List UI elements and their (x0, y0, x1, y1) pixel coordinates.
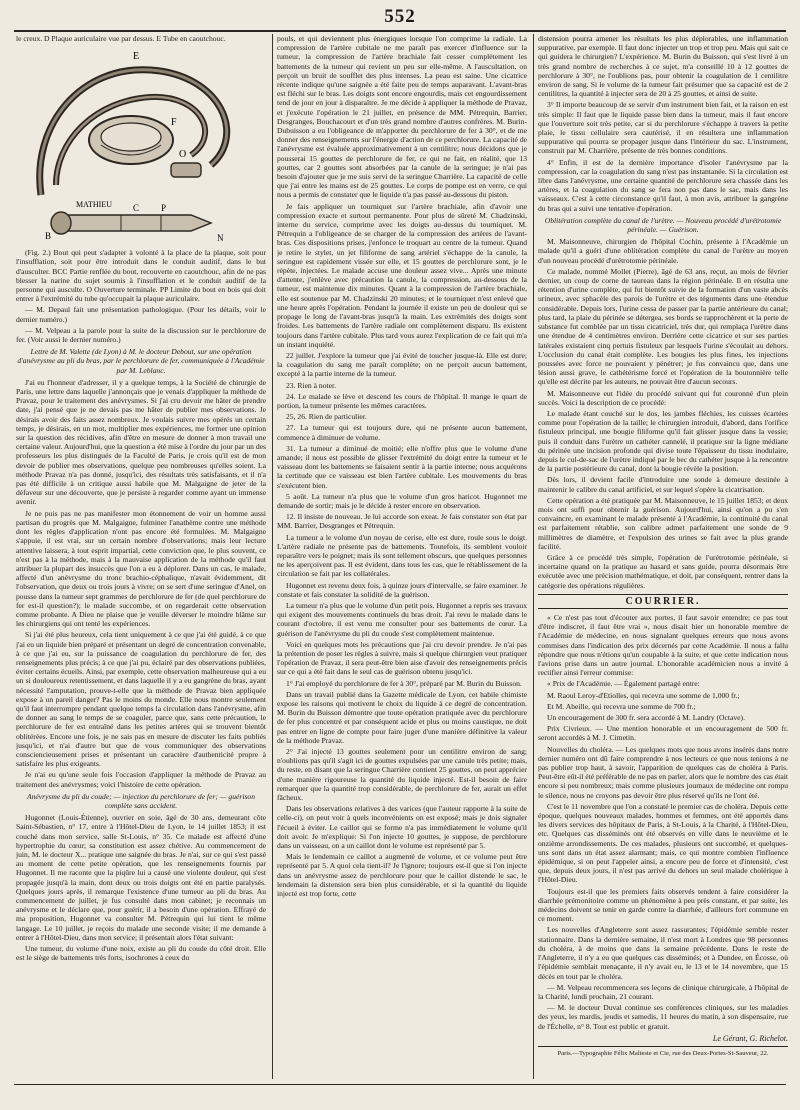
figure-label-f: F (171, 117, 177, 129)
paragraph: 25, 26. Rien de particulier. (286, 412, 367, 422)
column-2 (277, 34, 527, 1079)
paragraph: Je n'ai eu qu'une seule fois l'occasion d'appliquer la méthode de Pravaz au traitement des anévrysmes; voici l'histoire de cette opération. (16, 770, 266, 789)
figure-label-c: C (133, 203, 140, 214)
observation-heading: Anévrysme du pli du coude; — injection du perchlorure de fer; — guérison complète sans accident. (26, 791, 256, 810)
paragraph: 5 août. La tumeur n'a plus que le volume d'un gros haricot. Hugonnet me demande de sortir; mais je le décide à rester encore en observation. (277, 491, 527, 510)
paragraph: 12. Il insiste de nouveau. Je lui accorde son exeat. Je fais constater son état par MM. Barrier, Desgranges et Pétrequin. (277, 512, 527, 531)
paragraph: Ce malade, nommé Mollet (Pierre), âgé de 63 ans, reçut, au mois de février dernier, un coup de corne de taureau dans la région périnéale. Il en résulta une rétention d'urine complète, qui fut bientôt suivie de la formation d'un vaste abcès urineux, avec sphacèle des parois de l'urètre et des téguments dans une étendue considérable. Depuis lors, l'urine cessa de passer par la partie antérieure du canal; plus tard, la plaie du périnée se détergea, ses bords se rapprochèrent et la perte de substance fut comblée par un tissu cicatriciel, très dur, qui remplaça l'urètre dans une étendue de 4 centimètres environ. Derrière cette cicatrice et sur ses parties latérales existaient cinq pertuis fistuleux par lesquels l'urine s'écoulait au dehors. L'occlusion du canal était complète. Les bougies les plus fines, les injections poussées avec force ne pouvaient y pénétrer; je fus convaincu que, dans une lésion aussi grave, le cathétérisme forcé et l'opération de la boutonnière telle qu'elle est décrite par les auteurs, ne pouvait être d'aucun secours. (538, 266, 788, 387)
paragraph: Hugonnet (Louis-Étienne), ouvrier en soie, âgé de 30 ans, demeurant côte Saint-Sébastien, n° 17, entre à l'Hôtel-Dieu de Lyon, le 14 juillet 1853; il est couché dans mon service, salle St-Louis, n° 35. Ce malade est affecté d'une hypertrophie du cœur; sa constitution est assez chétive. Au commencement de juin, M. le docteur X... pratique une saignée du bras. Je n'ai, sur ce qui s'est passé au moment de cette petite opération, que les renseignements fournis par Hugonnet. Il me raconte que la piqûre lui a causé une violente douleur, qui s'est propagée jusqu'à la main, dont deux ou trois doigts ont été en partie paralysés. Quelques jours après, il remarque l'existence d'une tumeur au pli du bras. Au commencement de juillet, je fus consulté dans mon cabinet; je reconnais un anévrysme et le déclare que, pour guérir, il a besoin d'une opération. Effrayé de ma proposition, Hugonnet va consulter M. Pétrequin qui lui tient le même langage. Le 10 juillet, je reçois du malade une seconde visite; il me demande à entrer à l'Hôtel-Dieu, dans mon service; il présentait alors l'état suivant: (16, 813, 266, 942)
figure-maker-mark: MATHIEU (76, 200, 112, 210)
figure-label-p: P (161, 203, 167, 214)
paragraph: 4° Enfin, il est de la dernière importance d'isoler l'anévrysme par la compression, car la coagulation du sang n'est pas instantanée. Si la circulation est libre dans l'anévrysme, une certaine quantité de perchlorure sera chassée dans les artères, et la coagulation du sang se fera non pas dans le sac, mais dans les vaisseaux. C'est à cette circonstance qu'il faut, à mon avis, attribuer la gangrène du bras qui a suivi une tentative d'opération. (538, 157, 788, 213)
figure-label-b: B (45, 231, 52, 242)
paragraph: — M. Velpeau a la parole pour la suite de la discussion sur le perchlorure de fer. (Voir aussi le dernier numéro.) (16, 325, 266, 345)
paragraph: Je ne puis pas ne pas manifester mon étonnement de voir un homme aussi partisan du progrès que M. Malgaigne, fulminer l'anathème contre une méthode dont les règles d'application n'ont pas encore été formulées. M. Malgaigne s'appuie, il est vrai, sur un certain nombre d'observations; mais leur lecture attentive laissera, à tout esprit impartial, cette conviction que, le plus souvent, ce n'est pas à la méthode, mais à la mauvaise application de la méthode qu'il faut attribuer la plupart des insuccès que l'on a eu à déplorer. Dans un cas, le malade, affecté d'un anévrysme du tronc brachio-céphalique, n'avait évidemment, dit l'observation, que deux ou trois jours à vivre; on se sert d'une seringue d'Anel, on pousse dans la tumeur sept grammes de perchlorure de fer (de quel perchlorure de fer est-il question?); le malade succombe, et on regarderait cette observation comme probante. A Dieu ne plaise que je veuille déverser le moindre blâme sur les chirurgiens qui ont tenté les expériences. (16, 508, 266, 629)
printer-imprint: Paris.—Typographie Félix Malteste et Cie, rue des Deux-Portes-St-Sauveur, 22. (538, 1046, 788, 1058)
paragraph: Une tumeur, du volume d'une noix, existe au pli du coude du côté droit. Elle est le siège de battements très forts, isochrones à ceux du (16, 944, 266, 963)
paragraph: 2° J'ai injecté 13 gouttes seulement pour un centilitre environ de sang; n'oublions pas qu'il s'agit ici de gouttes expulsées par une canule très petite; mais, du reste, en disant que la seringue Charrière contient 25 gouttes, on peut apprécier d'une manière rigoureuse la quantité du liquide injecté. Est-il besoin de faire remarquer que la quantité trop considérable, de perchlorure de fer, aurait un effet fâcheux. (277, 747, 527, 803)
paragraph: « Prix de l'Académie. — Également partagé entre: (547, 679, 700, 689)
paragraph: 1° J'ai employé du perchlorure de fer à 30°, préparé par M. Burin du Buisson. (286, 678, 522, 688)
paragraph: « Ce n'est pas tout d'écouter aux portes, il faut savoir entendre; ce pas tout d'être indiscret, il faut être vrai », nous disait hier un honorable membre de l'Académie de médecine, en nous signalant quelques erreurs que nous avons commises dans l'indication des prix décernés par cette Académie. Il nous a fallu répondre que nous n'étions qu'un coupable à la suite, et que cette indication nous l'avions prise dans un autre journal. L'honorable académicien nous a invité à rectifier ainsi l'erreur commise: (538, 612, 788, 678)
paragraph: 23. Rien à noter. (286, 380, 336, 390)
paragraph: 31. La tumeur a diminué de moitié; elle n'offre plus que le volume d'une amande; il nous est possible de glisser l'extrémité du doigt entre la tumeur et le vaisseau dont les battements se faisaient sentir à la partie interne; nous acquérons la certitude que ce vaisseau est bien l'artère cubitale. Les mouvements du bras s'exécutent bien. (277, 443, 527, 490)
paragraph: Si j'ai été plus heureux, cela tient uniquement à ce que j'ai été guidé, à ce que j'ai eu un liquide bien préparé et présentant un degré de concentration convenable, à ce que j'ai eu, sur la puissance de coagulation du perchlorure de fer, des renseignements plus précis; à ce que j'ai pu, éclairé par des observations publiées, éviter certains écueils. Ainsi, par exemple, cette observation malheureuse qui a eu un si douloureux retentissement, et dans laquelle il y a eu gangrène du bras, ayant nécessité l'amputation, prouve-t-elle que la méthode de Pravaz bien appliquée expose à un pareil danger? Pas le moins du monde. Elle nous montre seulement qu'il faut interrompre pendant quelque temps la circulation dans l'anévrysme, afin de donner au sang le temps de se coaguler, parce que, sans cette précaution, le perchlorure de fer est entraîné dans les petites artères qui se trouvent bientôt oblitérées. Encore une fois, je ne sais pas en mesure de discuter les faits publiés jusqu'ici, et n'ai d'autre but que de vous communiquer des observations consciencieusement prises et présentant un caractère d'authenticité propre à satisfaire les plus exigeants. (16, 630, 266, 769)
figure-caption: (Fig. 2.) Bout qui peut s'adapter à volonté à la place de la plaque, soit pour l'insufflation, soit pour être introduit dans le conduit auditif, dans le but d'ausculter. BCC Partie renflée du bout, recouverte en caoutchouc, afin de ne pas blesser la narine du sujet soumis à l'insufflation et le conduit auditif de la personne qui ausculte. O Ouverture terminale. PP Limite du bout en bois qui doit entrer à l'extrémité du tube qu'occupait la plaque auriculaire. (16, 248, 266, 304)
paragraph: 3° Il importe beaucoup de se servir d'un instrument bien fait, et la raison en est très simple: Il faut que le liquide passe bien dans la tumeur, mais il faut encore que l'ouverture soit très petite, car si du perchlorure s'échappe à travers la petite plaie, le tissu cellulaire sera cautérisé, il en résultera une inflammation suppurative qui pourra se propager jusque dans l'intérieur du sac. L'instrument, construit par M. Charrière, présente de très bonnes conditions. (538, 100, 788, 156)
paragraph: Le malade étant couché sur le dos, les jambes fléchies, les cuisses écartées comme pour l'opération de la taille; le chirurgien introduit, d'abord, dans l'orifice fistuleux principal, une bougie filiforme qu'il fait glisser jusque dans la vessie; puis il conduit dans l'urètre un cathéter cannelé, il pratique sur la ligne médiane du périnée une incision profonde qui divise toute l'épaisseur du tissu inodulaire, depuis le cul-de-sac de l'urètre indiqué par le bec du cathéter jusque à la rencontre de la partie postérieure du canal, dont la bougie révèle la position. (538, 408, 788, 474)
paragraph: pouls, et qui deviennent plus énergiques lorsque l'on comprime la radiale. La compression de l'artère cubitale ne me paraît pas exercer d'influence sur la tumeur, la compression de l'artère brachiale fait cesser complètement les battements de la tumeur qui revient un peu sur elle-même. A l'auscultation, on perçoit un bruit de soufflet des plus intenses. La peau est saine. Une cicatrice récente indique qu'une saignée a été faite peu de temps auparavant. L'avant-bras est fléchi sur le bras. Les doigts sont encore engourdis, mais cet engourdissement tend de jour en jour à disparaître. Je me décide à appliquer la méthode de Pravaz, et j'exécute l'opération le 21 juillet, en présence de MM. Pétrequin, Barrier, Desgranges, Bouchacourt et d'un très grand nombre d'autres confrères. M. Burin-Dubuisson a eu l'obligeance de m'apporter du perchlorure de fer à 30°, et de me donner des renseignements sur l'énergie d'action de ce perchlorure. La capacité de l'anévrysme est évaluée approximativement à un centilitre; nous décidons que je pousserai 15 gouttes de perchlorure de fer, ce qui ne fait, en réalité, que 13 gouttes, car 2 gouttes sont absorbées par la canule de la seringue; je n'ai pas besoin d'ajouter que je me suis servi de la seringue Charrière. La capacité de celle que j'ai entre les mains est de 25 gouttes. Le corps de pompe est en verre, ce qui nous a permis de constater que le liquide n'a pas passé au-dessous du piston. (277, 34, 527, 200)
paragraph: 22 juillet. J'explore la tumeur que j'ai évité de toucher jusque-là. Elle est dure; la coagulation du sang me paraît complète; on ne perçoit aucun battement, excepté à la partie interne de la tumeur. (277, 350, 527, 379)
figure-legend-top: le creux. D Plaque auriculaire vue par dessus. E Tube en caoutchouc. (16, 34, 226, 43)
paragraph: Mais le lendemain ce caillot a augmenté de volume, et ce volume peut être représenté par 5. A quoi cela tient-il? Je l'ignore; toujours est-il que si l'on injecte dans un anévrysme assez de perchlorure pour que le caillot distende le sac, le lendemain la distension sera bien plus considérable, et si la quantité du liquide injecté est trop forte, cette (277, 852, 527, 899)
paragraph: C'est le 11 novembre que l'on a constaté le premier cas de choléra. Depuis cette époque, quelques nouveaux malades, hommes et femmes, ont été apportés dans les divers services des hôpitaux de Paris, à St-Louis, à la Charité, à l'Hôtel-Dieu, etc. Quelques cas disséminés ont été observés en ville dans le neuvième et le onzième arrondissements. De ces malades, plusieurs ont succombé, et quelques-uns sont dans un état assez alarmant; mais, ce qui montre combien l'influence épidémique, si on peut l'appeler ainsi, a encore peu de force et d'intensité, c'est que, depuis deux jours, il n'est pas arrivé du dehors un seul malade cholérique à l'Hôtel-Dieu. (538, 801, 788, 885)
paragraph: M. Maisonneuve eut l'idée du procédé suivant qui fut couronné d'un plein succès. Voici la description de ce procédé: (538, 388, 788, 407)
paragraph: — M. le docteur Duval continue ses conférences cliniques, sur les maladies des yeux, les mardis, jeudis et samedis, 11 heures du matin, à son dispensaire, rue de l'Échelle, n° 8. Tout est public et gratuit. (538, 1003, 788, 1031)
urethra-heading: Oblitération complète du canal de l'urètre. — Nouveau procédé d'urétrotomie périnéale. — Guérison. (544, 215, 782, 235)
paragraph: 24. Le malade se lève et descend les cours de l'hôpital. Il mange le quart de portion, la tumeur présente les mêmes caractères. (277, 391, 527, 410)
editor-signature: Le Gérant, G. Richelot. (712, 1033, 788, 1043)
header-rule (14, 30, 786, 32)
figure-label-o: O (179, 149, 187, 161)
paragraph: M. Maisonneuve, chirurgien de l'hôpital Cochin, présente à l'Académie un malade qu'il a guéri d'une oblitération complète du canal de l'urètre au moyen d'un nouveau procédé d'urétrotomie périnéale. (538, 237, 788, 265)
figure-label-n: N (217, 233, 224, 244)
column-1 (16, 34, 266, 1079)
paragraph: distension pourra amener les résultats les plus déplorables, une inflammation suppurative, par exemple. Il faut donc injecter un trop et trop peu. Mais qui sait ce qui guidera le chirurgien? L'expérience. M. Burin du Buisson, qui s'est livré à un très grand nombre de recherches à ce sujet, m'a conseillé 10 à 12 gouttes de perchlorure à 30°, ne l'oublions pas, pour obtenir la coagulation de 1 centilitre environ de sang. Si le volume de la tumeur fait présumer que sa capacité est de 2 centilitres, la quantité à injecter sera de 20 à 25 gouttes, et ainsi de suite. (538, 34, 788, 99)
column-divider (272, 34, 273, 1079)
paragraph: Dès lors, il devient facile d'introduire une sonde à demeure destinée à maintenir le calibre du canal artificiel, et sur lequel s'opère la cicatrisation. (538, 475, 788, 494)
paragraph: Toujours est-il que les premiers faits observés tendent à faire considérer la diarrhée prémonitoire comme un phénomène à peu près constant, et par suite, les médecins doivent se tenir en garde contre la diarrhée, d'ailleurs fort commune en ce moment. (538, 886, 788, 924)
column-divider (533, 34, 534, 1079)
paragraph: Grâce à ce procédé très simple, l'opération de l'urétrotomie périnéale, si incertaine quand on la pratique au hasard et sans guide, pourra désormais être exécutée avec une précision mathématique, et doit, par conséquent, rentrer dans la catégorie des opérations régulières. (538, 552, 788, 590)
stethoscope-figure (21, 45, 261, 245)
paragraph: Hugonnet est revenu deux fois, à quinze jours d'intervalle, se faire examiner. Je constate et fais constater la solidité de la guérison. (277, 580, 527, 599)
paragraph: Un encouragement de 300 fr. sera accordé à M. Landry (Octave). (547, 713, 745, 723)
paragraph: La tumeur n'a plus que le volume d'un petit pois. Hugonnet a repris ses travaux qui exigent des mouvements continuels du bras droit. J'ai revu le malade dans le courant d'octobre, il est venu me consulter pour ses battements de cœur. La guérison de l'anévrysme du pli du coude s'est complètement maintenue. (277, 600, 527, 638)
paragraph: — M. Depaul fait une présentation pathologique. (Pour les détails, voir le dernier numéro.) (16, 305, 266, 324)
paragraph: 27. La tumeur qui est toujours dure, qui ne présente aucun battement, commence à diminuer de volume. (277, 423, 527, 442)
paragraph: Prix Civrieux. — Une mention honorable et un encouragement de 500 fr. seront accordés à M. J. Cimetin. (538, 724, 788, 743)
paragraph: J'ai eu l'honneur d'adresser, il y a quelque temps, à la Société de chirurgie de Paris, une lettre dans laquelle j'annonçais que je venais d'appliquer la méthode de Pravaz, pour le traitement des anévrysmes. Si j'ai cru devoir me hâter de prendre date, j'ai pensé que je ne devais pas me hâter de publier mes observations. Je désirais avoir des faits assez nombreux. Je voulais suivre mes opérés un certain temps, je désirais, en un mot, multiplier mes expériences, me former une opinion sur la question des récidives, afin d'être en mesure de donner à mon travail une certaine valeur. Aujourd'hui, que la question a été mise à l'ordre du jour par un des professeurs les plus distingués de la Faculté de Paris, je crois qu'il est de mon devoir de publier mes observations, quelque peu nombreuses qu'elles soient. La méthode Pravaz n'a pas donné, jusqu'ici, des résultats très satisfaisants, et il n'a pas été difficile à un critique aussi habile que M. Malgaigne de jeter de la défaveur sur une découverte, que je persiste à regarder comme ayant un immense avenir. (16, 377, 266, 507)
paragraph: Et M. Abeille, qui recevra une somme de 700 fr.; (547, 701, 696, 711)
page-number: 552 (384, 6, 416, 27)
column-3 (538, 34, 788, 1079)
paragraph: Voici en quelques mots les précautions que j'ai cru devoir prendre. Je n'ai pas la prétention de poser les règles à suivre, mais si quelque chirurgien veut pratiquer l'opération de Pravaz, il sera peut-être bien aise d'avoir des renseignements précis sur ce qui a été fait dans le seul cas de guérison obtenu jusqu'ici. (277, 639, 527, 677)
paragraph: — M. Velpeau recommencera ses leçons de clinique chirurgicale, à l'hôpital de la Charité, lundi prochain, 21 courant. (538, 982, 788, 1001)
letter-heading: Lettre de M. Valette (de Lyon) à M. le docteur Debout, sur une opération d'anévrysme au pli du bras, par le perchlorure de fer, communiquée à l'Académie par M. Leblanc. (17, 347, 265, 375)
figure-label-e: E (133, 51, 140, 63)
courrier-section-title: COURRIER. (538, 594, 788, 609)
paragraph: Nouvelles du choléra. — Les quelques mots que nous avons insérés dans notre dernier numéro ont dû faire comprendre à nos lecteurs ce que nous tenions à ne pas publier trop haut, à savoir, l'apparition de quelques cas de choléra à Paris. Peut-être eût-il été préférable de ne pas en parler, alors que le nombre des cas était encore si peu nombreux; mais comme plusieurs journaux de médecine ont rompu le silence, nous ne croyons pas devoir être plus réservé qu'ils ne l'ont été. (538, 744, 788, 800)
paragraph: Les nouvelles d'Angleterre sont assez rassurantes; l'épidémie semble rester stationnaire. Dans la dernière semaine, il n'est mort à Londres que 98 personnes du choléra, à de moins que dans la semaine précédente. Dans le reste de l'Angleterre, il n'y a eu que quelques cas disséminés; et à Dundee, en Écosse, où l'épidémie semblait menaçante, il n'y avait eu, le 13 et le 14 novembre, que 15 décès en tout par le choléra. (538, 925, 788, 981)
paragraph: Cette opération a été pratiquée par M. Maisonneuve, le 15 juillet 1853; et deux mois ont suffi pour obtenir la guérison. Aujourd'hui, ainsi qu'on a pu s'en convaincre, en examinant le malade présenté à l'Académie, la continuité du canal est parfaitement rétablie, son calibre admet parfaitement une sonde de 9 millimètres de diamètre, et l'expulsion des urines se fait avec la plus grande facilité. (538, 495, 788, 551)
paragraph: La tumeur a le volume d'un noyau de cerise, elle est dure, roule sous le doigt. L'artère radiale ne présente pas de battements. Toutefois, ils semblent vouloir reparaître vers le poignet; mais ils sont tellement obscurs, que quelques personnes ne les aperçoivent pas. Il est évident, dans tous les cas, que le rétablissement de la circulation se fait par les collatérales. (277, 532, 527, 579)
footer-rule (14, 1084, 786, 1085)
paragraph: Je fais appliquer un tourniquet sur l'artère brachiale, afin d'avoir une compression exacte et surtout permanente. Pour plus de sûreté M. Chadzinski, interne du service, comprime avec les doigts au-dessus du tourniquet. M. Pétrequin a l'obligeance de se charger de la compression des artères de l'avant-bras. Ces dispositions prises, j'enfonce le troquart au centre de la tumeur. Quand je retire le stylet, un jet filiforme de sang artériel s'échappe de la canule, la seringue est rapidement vissée sur elle, et 15 gouttes de perchlorure sont, je le répète, injectées. Le malade accuse une douleur assez vive... Après une minute d'attente, j'enlève avec précaution la canule, la compression, au-dessous de la tumeur, est maintenue dix minutes. Quant à la compression de l'artère brachiale, elle est soutenue par M. Chadzinski 20 minutes; et le tourniquet n'est enlevé que une heure après l'opération. Pendant la journée il existe un peu de douleur qui se propage le long de l'avant-bras jusqu'à la main. Les extrémités des doigts sont froides. Les battements de l'artère radiale ont complètement disparu. Ils existent toujours dans l'artère cubitale. Plus tard vous aurez l'explication de ce fait qui m'a un instant inquiété. (277, 201, 527, 349)
paragraph: M. Raoul Leroy-d'Etiolles, qui recevra une somme de 1,000 fr.; (547, 690, 740, 700)
paragraph: Dans les observations relatives à des varices (que l'auteur rapporte à la suite de celle-ci), on peut voir à quels inconvénients on est exposé; mais je dois signaler l'écueil à éviter. Le caillot qui se forme n'a pas immédiatement le volume qu'il doit avoir. Je m'explique: Si l'on injecte 10 gouttes, je suppose, de perchlorure dans un vaisseau, on a un caillot dont le volume est représenté par 5. (277, 804, 527, 851)
paragraph: Dans un travail publié dans la Gazette médicale de Lyon, cet habile chimiste expose les raisons qui motivent le choix du liquide à ce degré de concentration. M. Burin du Buisson démontre que toute opération pratiquée avec du perchlorure de fer plus concentré et par conséquent acide et plus ou moins caustique, ne doit pas entrer en ligne de compte pour faire juger d'une manière définitive la valeur de la méthode Pravaz. (277, 689, 527, 745)
